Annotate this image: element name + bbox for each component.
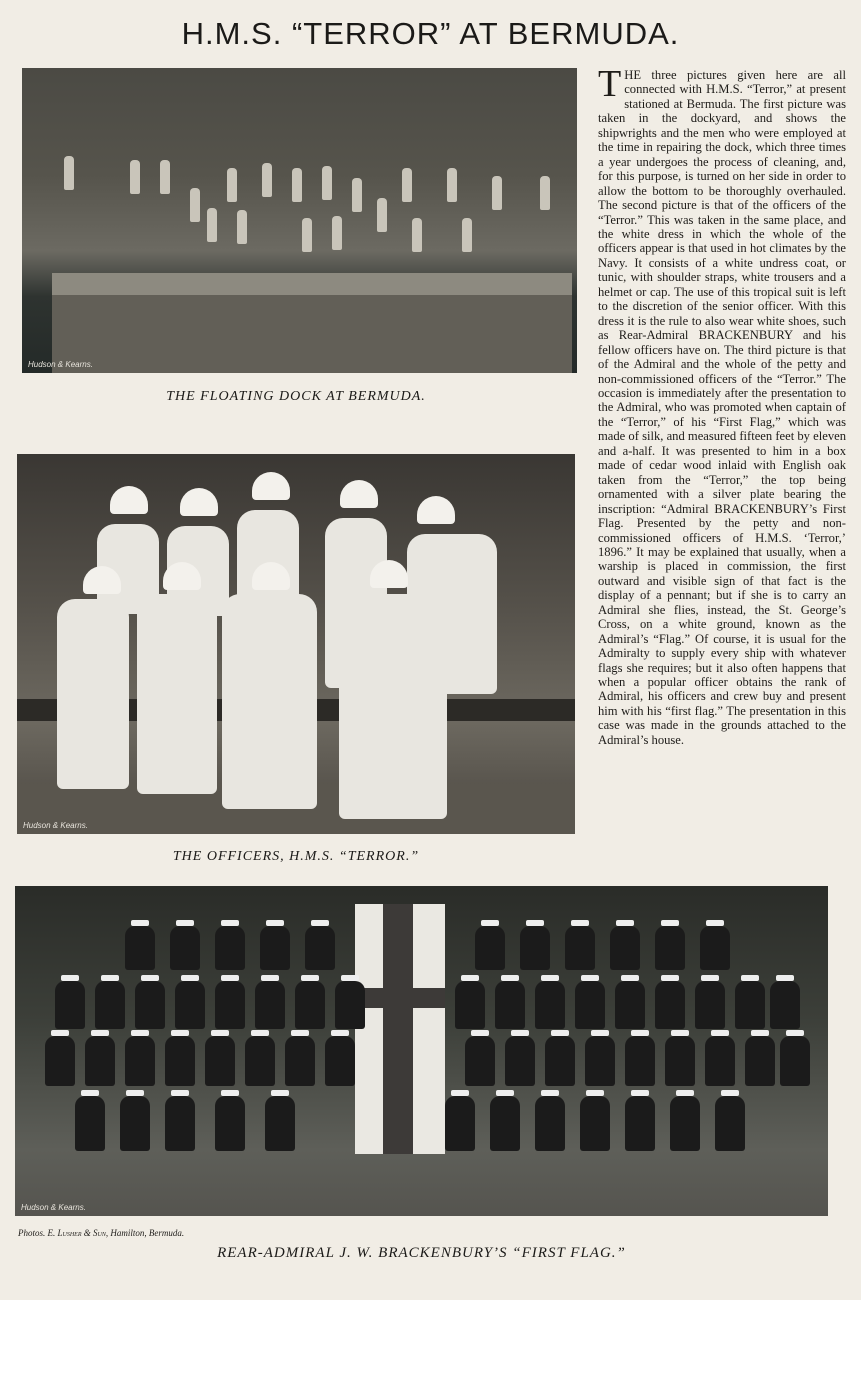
sailor-cap (61, 975, 79, 981)
sailor-cap (181, 975, 199, 981)
sailor-figure (535, 981, 565, 1029)
photo-credit: Hudson & Kearns. (28, 360, 93, 369)
flag-cross-horizontal (355, 988, 445, 1008)
officers-photo (17, 454, 575, 834)
sailor-cap (261, 975, 279, 981)
sailor-figure (265, 1096, 295, 1151)
worker-figure (160, 160, 170, 194)
helmet (340, 480, 378, 508)
sailor-cap (661, 920, 679, 926)
officer-figure (137, 594, 217, 794)
sailor-cap (481, 920, 499, 926)
sailor-cap (331, 1030, 349, 1036)
sailor-figure (705, 1036, 735, 1086)
sailor-figure (745, 1036, 775, 1086)
sailor-cap (171, 1090, 189, 1096)
sailor-cap (741, 975, 759, 981)
article-body: HE three pictures given here are all connected with H.M.S. “Terror,” at present stationed at Bermuda. The first picture was taken in the dockyard, and shows the shipwrights and the men who were employed at the time in repairing the dock, which three times a year undergoes the process of cleaning, and, for this purpose, is turned on her side in order to allow the bottom to be thoroughly overhauled. The second picture is that of the officers of the “Terror.” This was taken in the same place, and the white dress in which the whole of the officers appear is that used in hot climates by the Navy. It consists of a white undress coat, or tunic, with shoulder straps, white trousers and a helmet or cap. The use of this tropical suit is left to the discretion of the senior officer. With this dress it is the rule to also wear white shoes, such as Rear-Admiral BRACKENBURY and his fellow officers have on. The third picture is that of the Admiral and the whole of the petty and non-commissioned officers of the “Terror.” The occasion is immediately after the presentation to the Admiral, who was promoted when captain of the “Terror,” of his “First Flag,” which was made of silk, and measured fifteen feet by eleven and a-half. It was presented to him in a box made of cedar wood inlaid with English oak taken from the “Terror,” the top being ornamented with a silver plate bearing the inscription: “Admiral BRACKENBURY’s First Flag. Presented by the petty and non-commissioned officers of H.M.S. ‘Terror,’ 1896.” It may be explained that usually, when a warship is placed in commission, the first outward and visible sign of that fact is the display of a pennant; but if she is to carry an Admiral she flies, instead, the St. George’s Cross, on a white ground, known as the Admiral’s “Flag.” Of course, it is usual for the Admiralty to supply every ship with whatever flags she requires; but it also often happens that when a popular officer obtains the rank of Admiral, his officers and crew buy and present him with his “first flag.” The presentation in this case was made in the grounds attached to the Admiral’s house. (598, 68, 846, 747)
officers-caption: THE OFFICERS, H.M.S. “TERROR.” (172, 849, 420, 864)
sailor-figure (505, 1036, 535, 1086)
sailor-figure (490, 1096, 520, 1151)
sailor-figure (665, 1036, 695, 1086)
sailor-figure (215, 926, 245, 970)
helmet (252, 472, 290, 500)
sailor-cap (221, 975, 239, 981)
sailor-figure (170, 926, 200, 970)
sailor-figure (75, 1096, 105, 1151)
sailor-figure (575, 981, 605, 1029)
sailor-figure (175, 981, 205, 1029)
sailor-cap (621, 975, 639, 981)
photos-credit-prefix: Photos. E. (18, 1228, 56, 1238)
sailor-figure (165, 1036, 195, 1086)
sailor-cap (271, 1090, 289, 1096)
sailor-cap (471, 1030, 489, 1036)
sailor-cap (141, 975, 159, 981)
flag-cross-vertical (383, 904, 413, 1154)
photos-credit (18, 1228, 184, 1238)
sailor-figure (770, 981, 800, 1029)
sailor-cap (541, 975, 559, 981)
worker-figure (130, 160, 140, 194)
sailor-cap (701, 975, 719, 981)
worker-figure (412, 218, 422, 252)
worker-figure (447, 168, 457, 202)
sailor-figure (565, 926, 595, 970)
worker-figure (462, 218, 472, 252)
sailor-cap (661, 975, 679, 981)
sailor-cap (171, 1030, 189, 1036)
helmet (180, 488, 218, 516)
sailor-cap (131, 1030, 149, 1036)
sailor-cap (301, 975, 319, 981)
worker-figure (207, 208, 217, 242)
worker-figure (540, 176, 550, 210)
sailor-figure (655, 981, 685, 1029)
sailor-figure (520, 926, 550, 970)
sailor-figure (45, 1036, 75, 1086)
sailor-figure (545, 1036, 575, 1086)
worker-figure (237, 210, 247, 244)
sailor-cap (786, 1030, 804, 1036)
sailor-figure (255, 981, 285, 1029)
sailor-figure (580, 1096, 610, 1151)
sailor-cap (311, 920, 329, 926)
sailor-figure (700, 926, 730, 970)
worker-figure (292, 168, 302, 202)
sailor-figure (55, 981, 85, 1029)
sailor-figure (625, 1036, 655, 1086)
sailor-figure (165, 1096, 195, 1151)
sailor-figure (260, 926, 290, 970)
sailor-cap (501, 975, 519, 981)
sailor-cap (676, 1090, 694, 1096)
sailor-figure (735, 981, 765, 1029)
worker-figure (322, 166, 332, 200)
sailor-cap (581, 975, 599, 981)
officer-figure (222, 594, 317, 809)
sailor-figure (495, 981, 525, 1029)
sailor-cap (291, 1030, 309, 1036)
sailor-figure (455, 981, 485, 1029)
dock-deck (52, 273, 572, 295)
article-text (598, 63, 846, 747)
sailor-figure (215, 981, 245, 1029)
floating-dock-photo (22, 68, 577, 373)
sailor-figure (585, 1036, 615, 1086)
sailor-figure (325, 1036, 355, 1086)
sailor-cap (266, 920, 284, 926)
sailor-cap (586, 1090, 604, 1096)
sailor-figure (655, 926, 685, 970)
sailor-cap (91, 1030, 109, 1036)
sailor-figure (125, 1036, 155, 1086)
worker-figure (190, 188, 200, 222)
sailor-figure (610, 926, 640, 970)
worker-figure (332, 216, 342, 250)
sailor-cap (706, 920, 724, 926)
drop-cap: T (598, 63, 622, 105)
sailor-cap (81, 1090, 99, 1096)
sailor-figure (475, 926, 505, 970)
sailor-figure (215, 1096, 245, 1151)
sailor-figure (295, 981, 325, 1029)
sailor-figure (135, 981, 165, 1029)
helmet (417, 496, 455, 524)
page-title: H.M.S. “TERROR” AT BERMUDA. (181, 16, 680, 51)
sailor-cap (571, 920, 589, 926)
sailor-figure (715, 1096, 745, 1151)
sailor-figure (125, 926, 155, 970)
sailor-cap (221, 920, 239, 926)
sailor-figure (305, 926, 335, 970)
sailor-cap (221, 1090, 239, 1096)
sailor-figure (625, 1096, 655, 1151)
sailor-cap (631, 1090, 649, 1096)
sailor-cap (751, 1030, 769, 1036)
sailor-cap (176, 920, 194, 926)
sailor-cap (101, 975, 119, 981)
helmet (370, 560, 408, 588)
worker-figure (377, 198, 387, 232)
sailor-figure (465, 1036, 495, 1086)
worker-figure (352, 178, 362, 212)
sailor-cap (51, 1030, 69, 1036)
sailor-figure (780, 1036, 810, 1086)
sailor-cap (341, 975, 359, 981)
sailor-cap (451, 1090, 469, 1096)
sailor-cap (211, 1030, 229, 1036)
sailor-cap (511, 1030, 529, 1036)
sailor-figure (205, 1036, 235, 1086)
sailor-cap (631, 1030, 649, 1036)
sailor-cap (526, 920, 544, 926)
floating-dock-caption: THE FLOATING DOCK AT BERMUDA. (166, 389, 426, 404)
officer-figure (57, 599, 129, 789)
photo-credit: Hudson & Kearns. (23, 821, 88, 830)
sailor-figure (85, 1036, 115, 1086)
first-flag-photo (15, 886, 828, 1216)
worker-figure (402, 168, 412, 202)
sailor-figure (245, 1036, 275, 1086)
photos-credit-name: Lusher & Sun, (57, 1228, 109, 1238)
photo-credit: Hudson & Kearns. (21, 1203, 86, 1212)
sailor-cap (776, 975, 794, 981)
sailor-figure (95, 981, 125, 1029)
sailor-cap (496, 1090, 514, 1096)
sailor-figure (445, 1096, 475, 1151)
photos-credit-place: Hamilton, Bermuda. (110, 1228, 185, 1238)
sailor-cap (616, 920, 634, 926)
sailor-figure (615, 981, 645, 1029)
sailor-cap (591, 1030, 609, 1036)
sailor-figure (335, 981, 365, 1029)
worker-figure (64, 156, 74, 190)
sailor-figure (670, 1096, 700, 1151)
dock-hull (52, 295, 572, 373)
sailor-cap (711, 1030, 729, 1036)
sailor-cap (721, 1090, 739, 1096)
sailor-cap (126, 1090, 144, 1096)
sailor-cap (461, 975, 479, 981)
officer-figure (339, 594, 447, 819)
sailor-cap (551, 1030, 569, 1036)
worker-figure (227, 168, 237, 202)
worker-figure (492, 176, 502, 210)
helmet (110, 486, 148, 514)
sailor-figure (120, 1096, 150, 1151)
sailor-figure (285, 1036, 315, 1086)
sailor-figure (535, 1096, 565, 1151)
first-flag-caption: REAR-ADMIRAL J. W. BRACKENBURY’S “FIRST FLAG.” (217, 1245, 626, 1261)
sailor-figure (695, 981, 725, 1029)
sailor-cap (251, 1030, 269, 1036)
worker-figure (262, 163, 272, 197)
sailor-cap (131, 920, 149, 926)
sailor-cap (671, 1030, 689, 1036)
worker-figure (302, 218, 312, 252)
sailor-cap (541, 1090, 559, 1096)
